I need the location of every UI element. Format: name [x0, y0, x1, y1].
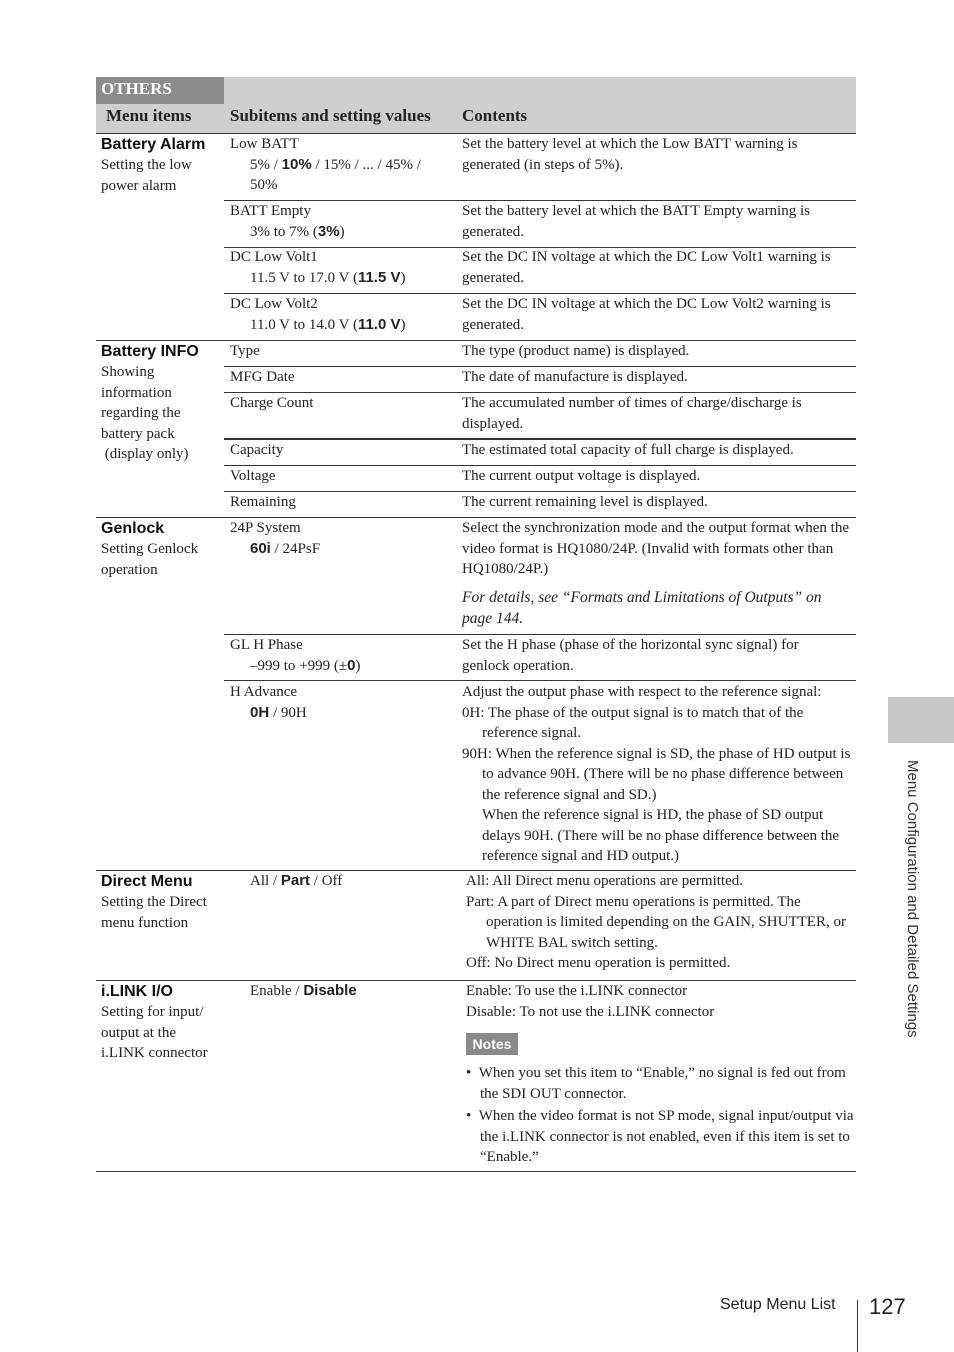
subitem-name: 24P System	[230, 520, 301, 536]
menu-item-ilink-io	[101, 982, 223, 1064]
contents-text: 0H: The phase of the output signal is to match that of the reference signal.	[462, 704, 804, 741]
subitem-charge-count: Charge Count	[230, 395, 314, 411]
contents-gl-h-phase: Set the H phase (phase of the horizontal sync signal) for genlock operation.	[462, 637, 799, 674]
header-band	[224, 77, 856, 104]
subitem-name: GL H Phase	[230, 637, 303, 653]
page-number: 127	[869, 1294, 906, 1319]
contents-type: The type (product name) is displayed.	[462, 343, 690, 359]
menu-item-desc: battery pack	[101, 425, 175, 442]
note-item: • When the video format is not SP mode, signal input/output via the i.LINK connector is not enabled, even if this item is set to “Enable.”	[466, 1108, 854, 1165]
cross-reference-note: For details, see “Formats and Limitations of Outputs” on page 144.	[462, 588, 822, 627]
subitem-ilink-values: Enable / Disable	[250, 982, 357, 999]
contents-batt-empty: Set the battery level at which the BATT Empty warning is generated.	[462, 203, 810, 240]
contents-24p-system	[462, 518, 854, 630]
contents-text: Adjust the output phase with respect to the reference signal:	[462, 684, 822, 700]
menu-item-desc: Setting for input/	[101, 1004, 204, 1020]
contents-text: Select the synchronization mode and the output format when the video format is HQ1080/24P. (Invalid with formats other than HQ1080/24P.)	[462, 520, 849, 577]
subitem-batt-empty	[230, 201, 455, 242]
menu-item-title: Battery Alarm	[101, 136, 206, 153]
menu-item-title: Battery INFO	[101, 343, 199, 360]
header-menu-items: Menu items	[106, 106, 192, 125]
menu-item-desc: Setting the Direct	[101, 894, 207, 910]
menu-item-battery-alarm	[101, 135, 223, 196]
contents-text: Off: No Direct menu operation is permitted.	[466, 955, 731, 971]
subitem-gl-h-phase	[230, 635, 455, 676]
rule	[224, 680, 856, 681]
header-subitems: Subitems and setting values	[230, 106, 431, 125]
subitem-values: 5% / 10% / 15% / ... / 45% /	[250, 155, 421, 173]
subitem-values: 11.0 V to 14.0 V (11.0 V)	[250, 315, 406, 333]
subitem-capacity: Capacity	[230, 442, 284, 458]
contents-text: Part: A part of Direct menu operations is permitted. The operation is limited depending on the GAIN, SHUTTER, or WHITE BAL switch setting.	[466, 893, 846, 951]
menu-item-title: i.LINK I/O	[101, 983, 173, 1000]
contents-text: When the reference signal is HD, the phase of SD output delays 90H. (There will be no phase difference between the reference signal and HD output.)	[482, 807, 840, 864]
contents-capacity: The estimated total capacity of full charge is displayed.	[462, 442, 794, 458]
contents-text: Enable: To use the i.LINK connector	[466, 983, 688, 999]
footer-title: Setup Menu List	[720, 1296, 836, 1313]
section-tab: OTHERS	[96, 77, 224, 104]
subitem-24p-system	[230, 518, 455, 559]
subitem-type: Type	[230, 343, 260, 359]
subitem-values: 3% to 7% (3%)	[250, 222, 345, 240]
subitem-name: BATT Empty	[230, 203, 311, 219]
menu-item-desc: menu function	[101, 914, 189, 931]
side-section-label: Menu Configuration and Detailed Settings	[904, 760, 921, 1038]
menu-item-battery-info	[101, 342, 223, 465]
menu-item-desc: Setting the low	[101, 157, 192, 173]
contents-text: 90H: When the reference signal is SD, the phase of HD output is to advance 90H. (There will be no phase difference between the reference signal and SD.)	[462, 745, 851, 803]
subitem-values: 11.5 V to 17.0 V (11.5 V)	[250, 268, 406, 286]
menu-item-desc: Showing	[101, 364, 155, 380]
subitem-mfg-date: MFG Date	[230, 369, 295, 385]
contents-dc-low-volt1: Set the DC IN voltage at which the DC Low Volt1 warning is generated.	[462, 249, 831, 286]
side-tab-marker	[888, 697, 954, 743]
note-item: • When you set this item to “Enable,” no signal is fed out from the SDI OUT connector.	[466, 1065, 846, 1102]
contents-ilink	[466, 981, 854, 1022]
contents-text: Disable: To not use the i.LINK connector	[466, 1003, 715, 1020]
subitem-name: Low BATT	[230, 136, 299, 152]
subitem-values: 60i / 24PsF	[250, 539, 321, 557]
contents-direct-menu	[466, 871, 854, 974]
subitem-name: H Advance	[230, 684, 298, 700]
subitem-name: DC Low Volt2	[230, 296, 318, 312]
menu-item-desc: operation	[101, 561, 158, 578]
notes-label: Notes	[466, 1033, 518, 1055]
menu-item-title: Direct Menu	[101, 873, 193, 890]
subitem-low-batt	[230, 134, 455, 196]
menu-item-desc: Setting Genlock	[101, 541, 199, 557]
subitem-voltage: Voltage	[230, 468, 276, 484]
contents-low-batt: Set the battery level at which the Low BATT warning is generated (in steps of 5%).	[462, 136, 798, 173]
contents-remaining: The current remaining level is displayed.	[462, 494, 708, 510]
menu-item-desc: information	[101, 384, 172, 401]
notes-list	[466, 1063, 854, 1168]
subitem-remaining: Remaining	[230, 494, 296, 510]
subitem-values: –999 to +999 (±0)	[250, 656, 361, 674]
subitem-name: DC Low Volt1	[230, 249, 318, 265]
menu-item-title: Genlock	[101, 520, 165, 537]
subitem-direct-menu-values: All / Part / Off	[250, 872, 343, 889]
menu-item-desc: regarding the	[101, 405, 181, 421]
subitem-dc-low-volt1	[230, 247, 455, 288]
subitem-values: 50%	[250, 177, 278, 193]
menu-item-desc: power alarm	[101, 177, 177, 194]
subitem-h-advance	[230, 682, 455, 723]
menu-item-desc: output at the	[101, 1024, 176, 1041]
contents-voltage: The current output voltage is displayed.	[462, 468, 701, 484]
contents-h-advance	[462, 682, 854, 867]
menu-item-direct-menu	[101, 872, 223, 933]
contents-charge-count: The accumulated number of times of charge/discharge is displayed.	[462, 395, 802, 432]
header-contents: Contents	[462, 106, 528, 125]
contents-text: All: All Direct menu operations are permitted.	[466, 873, 744, 889]
menu-item-desc: i.LINK connector	[101, 1045, 208, 1061]
rule	[96, 1171, 856, 1172]
menu-item-desc: (display only)	[101, 446, 189, 462]
footer-divider	[857, 1300, 858, 1352]
contents-dc-low-volt2: Set the DC IN voltage at which the DC Low Volt2 warning is generated.	[462, 296, 831, 333]
contents-mfg-date: The date of manufacture is displayed.	[462, 369, 688, 385]
subitem-dc-low-volt2	[230, 294, 455, 335]
subitem-values: 0H / 90H	[250, 703, 307, 721]
menu-item-genlock	[101, 519, 223, 580]
